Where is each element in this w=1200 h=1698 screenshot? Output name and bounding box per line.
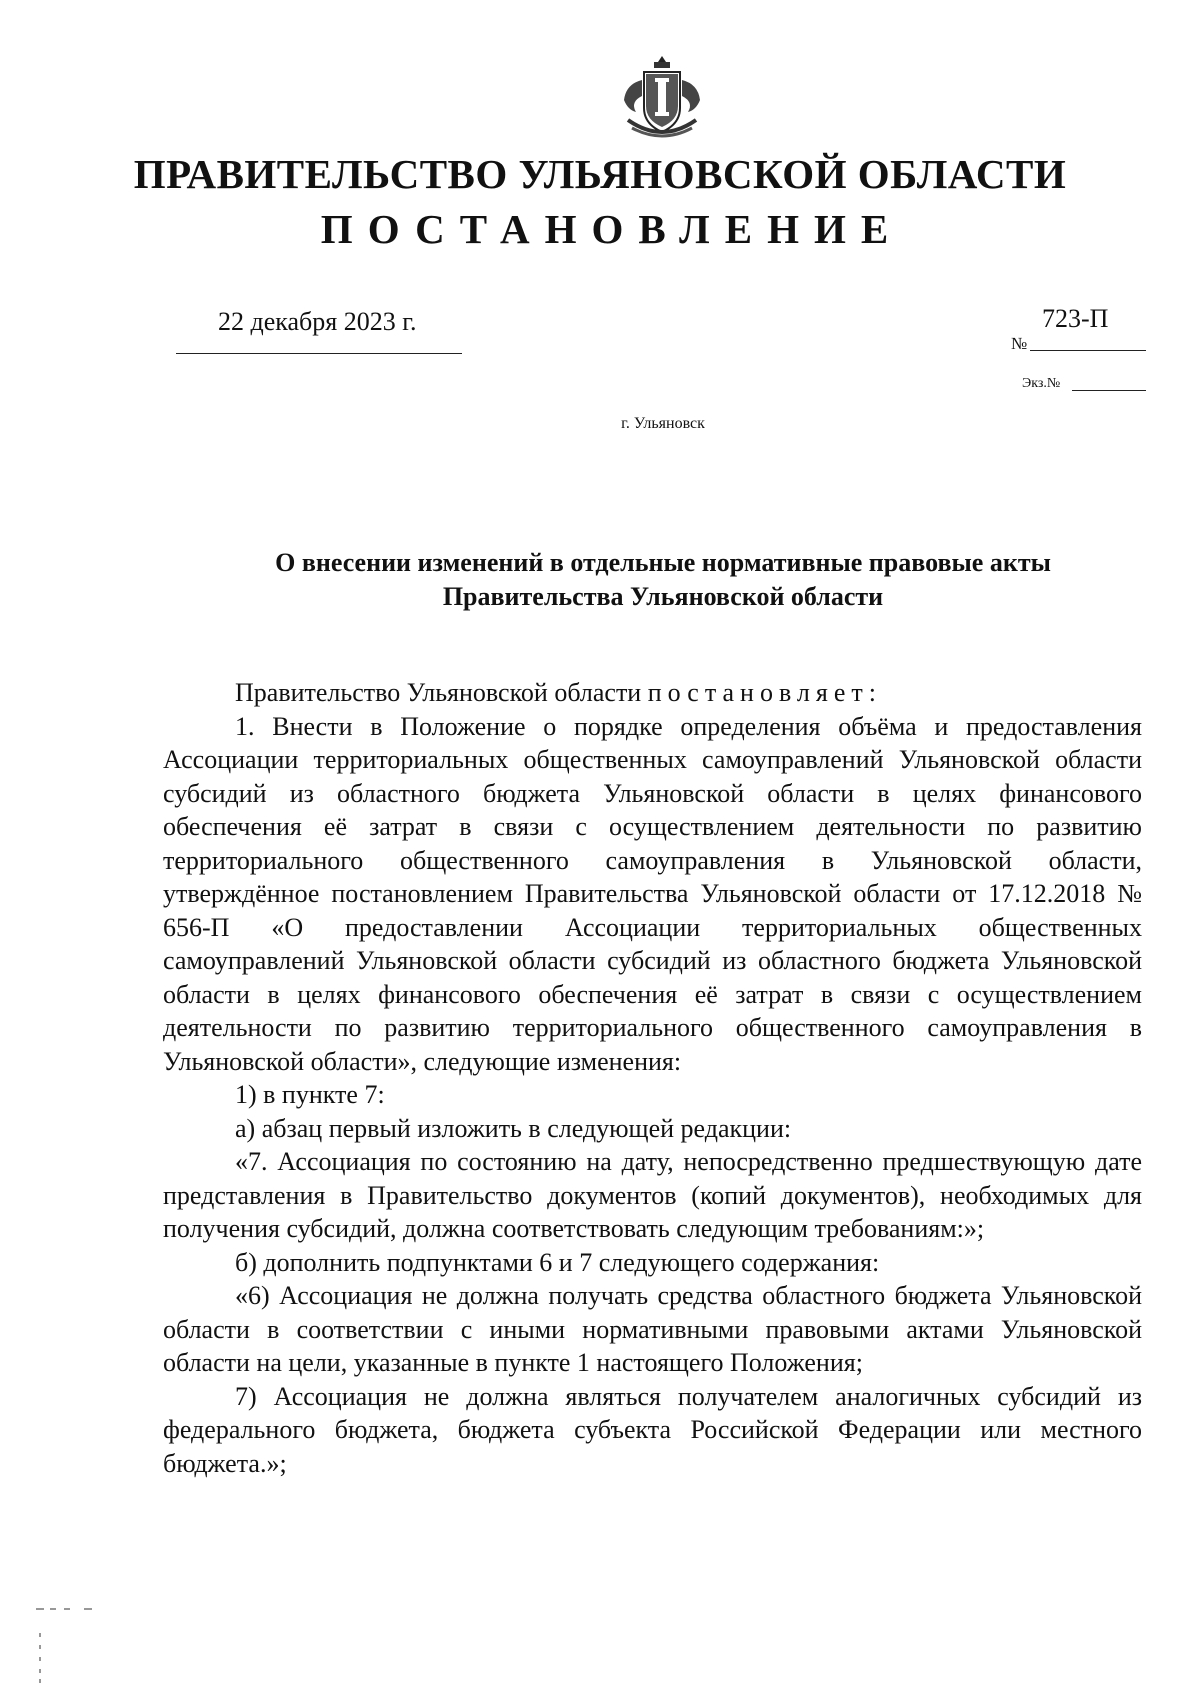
document-number: 723-П [1042, 304, 1109, 333]
date-underline [176, 353, 462, 354]
intro-verb: постановляет: [647, 678, 882, 707]
city-name: г. Ульяновск [621, 415, 705, 432]
body-paragraph: 1) в пункте 7: [235, 1080, 385, 1109]
body-paragraph: а) абзац первый изложить в следующей редакции: [235, 1113, 792, 1143]
body-paragraph: б) дополнить подпунктами 6 и 7 следующего содержания: [235, 1247, 880, 1277]
document-subject [0, 546, 1200, 614]
scan-margin-marks [36, 1605, 96, 1685]
number-sign: № [1011, 334, 1028, 353]
document-body [163, 676, 1142, 1480]
body-paragraph: 1. Внести в Положение о порядке определения объёма и предоставления Ассоциации территориальных общественных самоуправлений Ульяновской области субсидий из областного бюджета Ульяновской области в целях финансового обеспечения её затрат в связи с осуществлением деятельности по развитию территориального общественного самоуправления в Ульяновской области, утверждённое постановлением Правительства Ульяновской области от 17.12.2018 № 656-П «О предоставлении Ассоциации территориальных общественных самоуправлений Ульяновской области субсидий из областного бюджета Ульяновской области в целях финансового обеспечения её затрат в связи с осуществлением деятельности по развитию территориального общественного самоуправления в Ульяновской области», следующие изменения: [163, 711, 1142, 1076]
document-type-title: ПОСТАНОВЛЕНИЕ [320, 206, 904, 252]
intro-paragraph [163, 676, 1142, 710]
copy-number-label: Экз.№ [1022, 376, 1061, 391]
body-paragraph: «6) Ассоциация не должна получать средства областного бюджета Ульяновской области в соответствии с иными нормативными правовыми актами Ульяновской области на цели, указанные в пункте 1 настоящего Положения; [163, 1281, 1142, 1377]
subject-line-2: Правительства Ульяновской области [442, 582, 884, 611]
subject-line-1: О внесении изменений в отдельные нормативные правовые акты [275, 548, 1051, 577]
government-title: ПРАВИТЕЛЬСТВО УЛЬЯНОВСКОЙ ОБЛАСТИ [133, 151, 1067, 197]
body-paragraph: 7) Ассоциация не должна являться получателем аналогичных субсидий из федерального бюджета, бюджета субъекта Российской Федерации или местного бюджета.»; [163, 1381, 1142, 1478]
intro-prefix: Правительство Ульяновской области [235, 678, 642, 707]
copy-number-underline [1072, 390, 1146, 391]
number-underline [1030, 350, 1146, 351]
body-paragraph: «7. Ассоциация по состоянию на дату, непосредственно предшествующую дате представления в Правительство документов (копий документов), необходимых для получения субсидий, должна соответствовать следующим требованиям:»; [163, 1147, 1142, 1243]
coat-of-arms-emblem [614, 50, 710, 146]
document-date: 22 декабря 2023 г. [218, 307, 417, 336]
